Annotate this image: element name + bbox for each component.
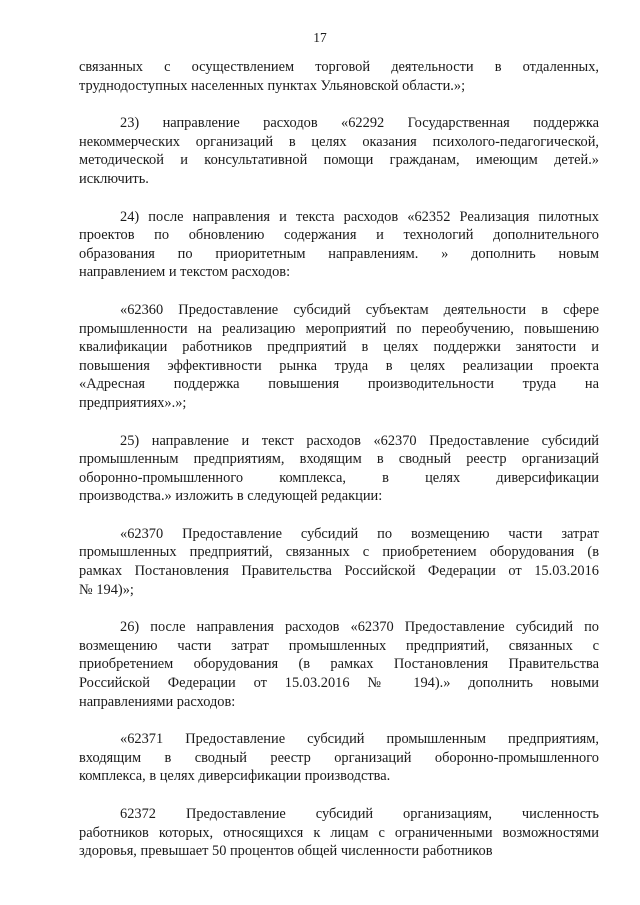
text-line: образования по приоритетным направлениям. » дополнить новым <box>79 245 599 262</box>
document-body <box>79 58 599 861</box>
paragraph-gap <box>79 413 599 432</box>
text-line: 23) направление расходов «62292 Государственная поддержка <box>120 115 599 132</box>
text-line: связанных с осуществлением торговой деятельности в отдаленных, <box>79 59 599 75</box>
text-line: квалификации работников предприятий в целях поддержки занятости и <box>79 339 599 356</box>
text-line: работников которых, относящихся к лицам с ограниченными возможностями <box>79 824 599 841</box>
paragraph-p4 <box>79 432 599 506</box>
text-line: входящим в сводный реестр организаций оборонно-промышленного <box>79 749 599 766</box>
text-line: некоммерческих организаций в целях оказания психолого-педагогической, <box>79 133 599 150</box>
text-line: рамках Постановления Правительства Российской Федерации от 15.03.2016 <box>79 563 599 580</box>
paragraph-p8 <box>79 805 599 861</box>
text-line: проектов по обновлению содержания и технологий дополнительного <box>79 227 599 244</box>
text-line: 25) направление и текст расходов «62370 Предоставление субсидий <box>120 432 599 449</box>
text-line: комплекса, в целях диверсификации производства. <box>79 768 391 785</box>
text-line: направлениями расходов: <box>79 693 236 710</box>
paragraph-gap <box>79 95 599 114</box>
page-number: 17 <box>313 30 327 45</box>
text-line: Российской Федерации от 15.03.2016 № 194).» дополнить новыми <box>79 675 599 692</box>
paragraph-p5 <box>79 525 599 599</box>
text-line: производства.» изложить в следующей редакции: <box>79 488 383 505</box>
text-line: промышленных предприятий, связанных с приобретением оборудования (в <box>79 544 599 561</box>
text-line: № 194)»; <box>79 581 134 598</box>
text-line: повышения эффективности рынка труда в целях реализации проекта <box>79 357 599 374</box>
text-line: 24) после направления и текста расходов «62352 Реализация пилотных <box>120 208 599 225</box>
text-line: приобретением оборудования (в рамках Постановления Правительства <box>79 656 599 673</box>
text-line: предприятиях».»; <box>79 394 187 411</box>
text-line: промышленности на реализацию мероприятий по переобучению, повышению <box>79 320 599 337</box>
text-line: «62371 Предоставление субсидий промышленным предприятиям, <box>120 731 599 748</box>
text-line: здоровья, превышает 50 процентов общей численности работников <box>79 843 493 860</box>
paragraph-gap <box>79 506 599 525</box>
text-line: оборонно-промышленного комплекса, в целях диверсификации <box>79 469 599 486</box>
text-line: направлением и текстом расходов: <box>79 264 291 281</box>
text-line: промышленным предприятиям, входящим в сводный реестр организаций <box>79 451 599 468</box>
paragraph-p3 <box>79 301 599 413</box>
text-line: 62372 Предоставление субсидий организациям, численность <box>120 806 599 822</box>
paragraph-p2 <box>79 208 599 282</box>
paragraph-p1 <box>79 114 599 188</box>
paragraph-gap <box>79 711 599 730</box>
paragraph-p6 <box>79 618 599 711</box>
text-line: «Адресная поддержка повышения производительности труда на <box>79 376 599 393</box>
paragraph-gap <box>79 189 599 208</box>
paragraph-gap <box>79 599 599 618</box>
paragraph-gap <box>79 786 599 805</box>
paragraph-gap <box>79 282 599 301</box>
text-line: труднодоступных населенных пунктах Ульяновской области.»; <box>79 77 466 94</box>
text-line: «62370 Предоставление субсидий по возмещению части затрат <box>120 525 599 542</box>
text-line: «62360 Предоставление субсидий субъектам деятельности в сфере <box>120 301 599 318</box>
text-line: исключить. <box>79 170 149 187</box>
text-line: методической и консультативной помощи гражданам, имеющим детей.» <box>79 152 599 169</box>
paragraph-p0 <box>79 58 599 95</box>
text-line: возмещению части затрат промышленных предприятий, связанных с <box>79 637 599 654</box>
paragraph-p7 <box>79 730 599 786</box>
text-line: 26) после направления расходов «62370 Предоставление субсидий по <box>120 619 599 636</box>
